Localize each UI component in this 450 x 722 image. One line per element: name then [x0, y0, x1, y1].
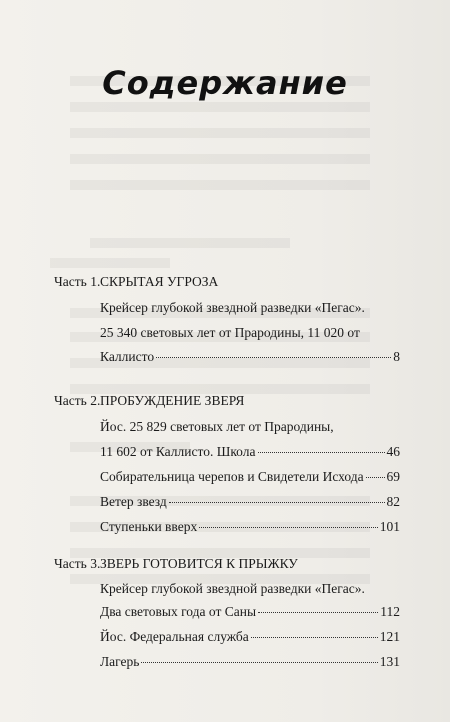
- leader-dots: [169, 502, 385, 503]
- toc-entry-text: Каллисто: [100, 349, 155, 364]
- page-title: Содержание: [102, 64, 348, 102]
- part-title: ПРОБУЖДЕНИЕ ЗВЕРЯ: [100, 393, 245, 408]
- toc-page-number: 101: [379, 519, 400, 534]
- part-title: СКРЫТАЯ УГРОЗА: [100, 274, 219, 289]
- toc-entry-text: Ветер звезд: [100, 494, 167, 509]
- part-1-heading: [54, 274, 218, 290]
- toc-page-number: 112: [380, 604, 400, 619]
- toc-entry-text: Лагерь: [100, 654, 140, 669]
- leader-dots: [199, 527, 378, 528]
- toc-entry[interactable]: [100, 494, 400, 510]
- toc-entry[interactable]: [100, 469, 400, 485]
- toc-line: Крейсер глубокой звездной разведки «Пегас».: [100, 581, 365, 596]
- leader-dots: [258, 612, 378, 613]
- leader-dots: [156, 357, 391, 358]
- toc-entry[interactable]: [100, 604, 400, 620]
- toc-page-number: 121: [379, 629, 400, 644]
- toc-line: 25 340 световых лет от Прародины, 11 020 от: [100, 325, 360, 340]
- part-2-heading: [54, 393, 244, 409]
- leader-dots: [251, 637, 378, 638]
- part-number: Часть 2.: [54, 393, 101, 408]
- toc-entry-text: Два световых года от Саны: [100, 604, 257, 619]
- toc-entry[interactable]: [100, 349, 400, 365]
- toc-entry[interactable]: [100, 519, 400, 535]
- part-number: Часть 1.: [54, 274, 101, 289]
- toc-page-number: 69: [386, 469, 400, 484]
- toc-entry[interactable]: [100, 654, 400, 670]
- toc-entry[interactable]: [100, 444, 400, 460]
- toc-entry-text: Собирательница черепов и Свидетели Исхода: [100, 469, 364, 484]
- toc-line: Йос. 25 829 световых лет от Прародины,: [100, 419, 334, 434]
- leader-dots: [258, 452, 385, 453]
- leader-dots: [366, 477, 385, 478]
- part-3-heading: [54, 556, 298, 572]
- toc-page-number: 8: [393, 349, 400, 364]
- toc-page-number: 46: [386, 444, 400, 459]
- toc-entry-text: 11 602 от Каллисто. Школа: [100, 444, 256, 459]
- toc-entry[interactable]: [100, 629, 400, 645]
- toc-entry-text: Ступеньки вверх: [100, 519, 198, 534]
- toc-entry-text: Йос. Федеральная служба: [100, 629, 249, 644]
- toc-line: Крейсер глубокой звездной разведки «Пегас».: [100, 300, 365, 315]
- part-number: Часть 3.: [54, 556, 101, 571]
- toc-page-number: 131: [379, 654, 400, 669]
- leader-dots: [141, 662, 377, 663]
- part-title: ЗВЕРЬ ГОТОВИТСЯ К ПРЫЖКУ: [100, 556, 298, 571]
- toc-page-number: 82: [386, 494, 400, 509]
